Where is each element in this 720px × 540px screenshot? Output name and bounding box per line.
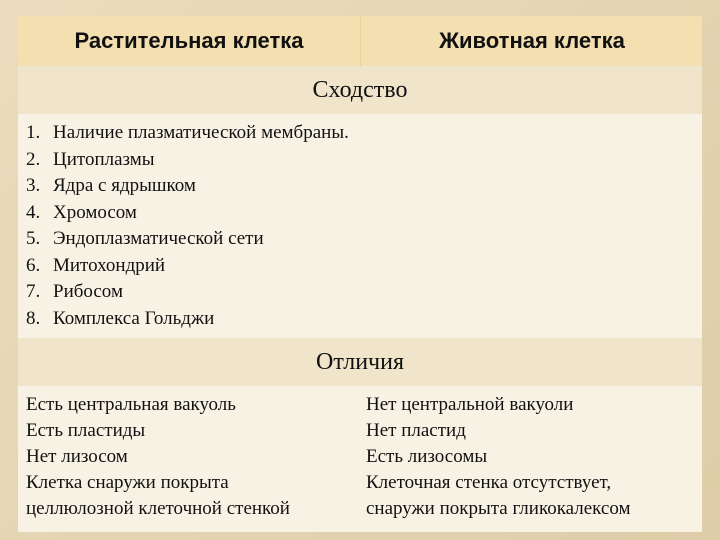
list-item-text: Хромосом [53, 201, 137, 223]
plant-difference-line: Есть пластиды [26, 420, 146, 441]
list-item-number: 8. [26, 307, 41, 329]
similarity-title: Сходство [312, 76, 408, 103]
differences-row [18, 386, 702, 532]
animal-difference-line: Есть лизосомы [366, 446, 488, 467]
list-item-number: 7. [26, 281, 41, 302]
list-item-text: Рибосом [53, 281, 123, 302]
list-item [26, 226, 349, 253]
similarity-list [26, 120, 349, 332]
plant-difference-line: Нет лизосом [26, 446, 128, 467]
list-item-number: 6. [26, 254, 41, 276]
list-item-number: 3. [26, 175, 41, 196]
list-item-number: 4. [26, 201, 41, 223]
comparison-table [18, 16, 702, 532]
plant-difference-line: целлюлозной клеточной стенкой [26, 498, 290, 519]
list-item-text: Ядра с ядрышком [53, 175, 196, 196]
list-item-text: Наличие плазматической мембраны. [53, 122, 349, 143]
animal-difference-line: Нет пластид [366, 420, 466, 441]
list-item-number: 5. [26, 228, 41, 249]
animal-differences [366, 392, 702, 522]
list-item [26, 279, 349, 306]
list-item [26, 306, 349, 333]
differences-title: Отличия [316, 348, 404, 375]
plant-cell-header: Растительная клетка [74, 28, 304, 53]
list-item [26, 200, 349, 227]
list-item [26, 173, 349, 200]
list-item-number: 2. [26, 148, 41, 170]
list-item-text: Эндоплазматической сети [53, 228, 264, 249]
animal-difference-line: Нет центральной вакуоли [366, 394, 574, 415]
list-item [26, 253, 349, 280]
plant-differences [26, 392, 362, 522]
list-item [26, 147, 349, 174]
similarity-list-row [18, 114, 702, 338]
similarity-title-row [18, 66, 702, 114]
plant-difference-line: Есть центральная вакуоль [26, 394, 236, 415]
plant-difference-line: Клетка снаружи покрыта [26, 472, 229, 493]
table-header-row [18, 16, 702, 66]
animal-difference-line: снаружи покрыта гликокалексом [366, 498, 631, 519]
list-item [26, 120, 349, 147]
animal-difference-line: Клеточная стенка отсутствует, [366, 472, 612, 493]
list-item-text: Комплекса Гольджи [53, 307, 215, 329]
list-item-number: 1. [26, 122, 41, 143]
list-item-text: Цитоплазмы [53, 148, 155, 170]
differences-title-row [18, 338, 702, 386]
animal-cell-header: Животная клетка [360, 16, 703, 66]
list-item-text: Митохондрий [53, 254, 166, 276]
